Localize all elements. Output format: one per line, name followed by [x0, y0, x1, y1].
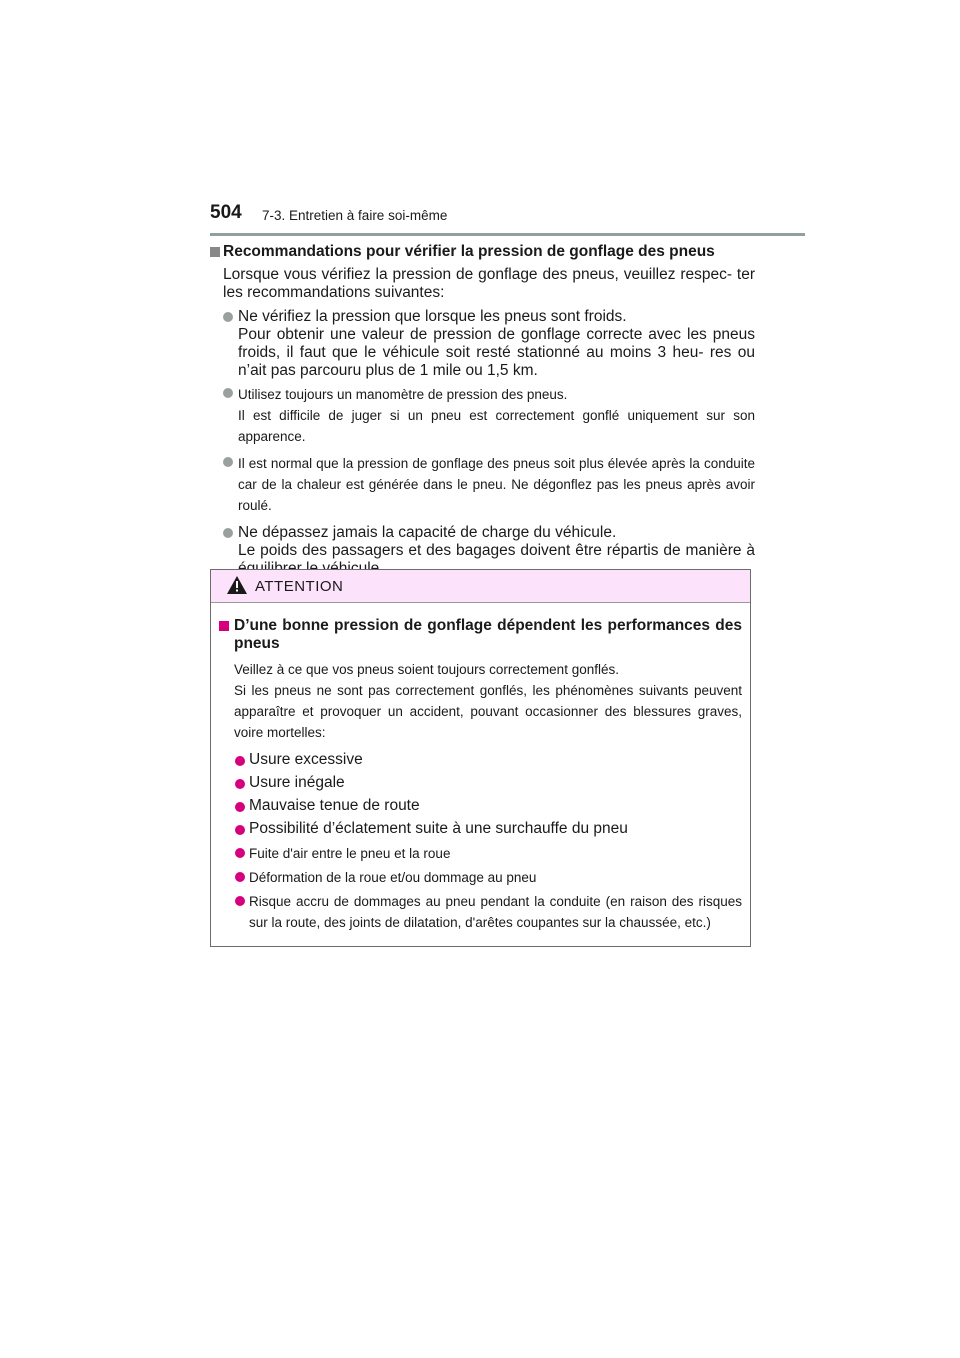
bullet-icon	[235, 779, 245, 789]
warning-item-text: Mauvaise tenue de route	[249, 797, 420, 814]
warning-item-text: Fuite d'air entre le pneu et la roue	[249, 846, 451, 861]
bullet-icon	[235, 896, 245, 906]
list-item-lead: Utilisez toujours un manomètre de pression des pneus.	[238, 387, 568, 402]
warning-item	[219, 797, 742, 815]
warning-item-text: Possibilité d’éclatement suite à une surchauffe du pneu	[249, 820, 628, 837]
warning-triangle-icon	[227, 576, 247, 594]
warning-intro	[234, 659, 742, 743]
recommendations-heading	[210, 242, 755, 262]
list-item	[210, 308, 755, 380]
warning-item	[219, 751, 742, 769]
warning-item	[219, 774, 742, 792]
section-title: 7-3. Entretien à faire soi-même	[262, 208, 448, 223]
page-header	[210, 200, 805, 236]
bullet-icon	[223, 388, 233, 398]
warning-heading-text: D’une bonne pression de gonflage dépendent les performances des pneus	[234, 617, 742, 652]
bullet-icon	[223, 312, 233, 322]
warning-item-text: Déformation de la roue et/ou dommage au pneu	[249, 870, 537, 885]
warning-intro-line2: Si les pneus ne sont pas correctement gonflés, les phénomènes suivants peuvent apparaître et provoquer un accident, pouvant occasionner des blessures graves, voire mortelles:	[234, 683, 742, 740]
list-item-body: Pour obtenir une valeur de pression de gonflage correcte avec les pneus froids, il faut que le véhicule soit resté stationné au moins 3 heu- res ou n’ait pas parcouru plus de 1 mile ou 1,5 km.	[238, 326, 755, 379]
list-item-lead: Il est normal que la pression de gonflage des pneus soit plus élevée après la conduite car de la chaleur est générée dans le pneu. Ne dégonflez pas les pneus après avoir roulé.	[238, 456, 755, 513]
bullet-icon	[223, 457, 233, 467]
recommendations-heading-text: Recommandations pour vérifier la pression de gonflage des pneus	[223, 243, 715, 260]
warning-item	[219, 843, 742, 864]
bullet-icon	[235, 825, 245, 835]
bullet-icon	[235, 756, 245, 766]
bullet-icon	[235, 872, 245, 882]
warning-intro-line1: Veillez à ce que vos pneus soient toujours correctement gonflés.	[234, 662, 619, 677]
page-number: 504	[210, 202, 242, 223]
warning-item-text: Usure inégale	[249, 774, 345, 791]
warning-heading	[219, 617, 742, 653]
recommendations-intro: Lorsque vous vérifiez la pression de gonflage des pneus, veuillez respec- ter les recommandations suivantes:	[223, 266, 755, 301]
warning-item	[219, 867, 742, 888]
warning-item-text: Usure excessive	[249, 751, 363, 768]
warning-body	[211, 603, 750, 933]
warning-box	[210, 569, 751, 947]
square-bullet-icon	[219, 621, 229, 631]
list-item-lead: Ne vérifiez la pression que lorsque les pneus sont froids.	[238, 308, 627, 325]
warning-item	[219, 891, 742, 933]
warning-title: ATTENTION	[255, 578, 344, 595]
list-item-body: Il est difficile de juger si un pneu est correctement gonflé uniquement sur son apparence.	[238, 408, 755, 444]
list-item-body: Le poids des passagers et des bagages doivent être répartis de manière à	[238, 542, 755, 559]
square-bullet-icon	[210, 247, 220, 257]
bullet-icon	[235, 802, 245, 812]
warning-item-text: Risque accru de dommages au pneu pendant la conduite (en raison des risques sur la route, des joints de dilatation, d'arêtes coupantes sur la chaussée, etc.)	[249, 894, 742, 930]
list-item	[210, 453, 755, 516]
warning-item	[219, 820, 742, 838]
recommendations-section	[210, 242, 755, 578]
warning-header	[211, 570, 750, 603]
bullet-icon	[235, 848, 245, 858]
list-item	[210, 384, 755, 447]
header-divider	[210, 233, 805, 236]
list-item-lead: Ne dépassez jamais la capacité de charge du véhicule.	[238, 524, 617, 541]
bullet-icon	[223, 528, 233, 538]
